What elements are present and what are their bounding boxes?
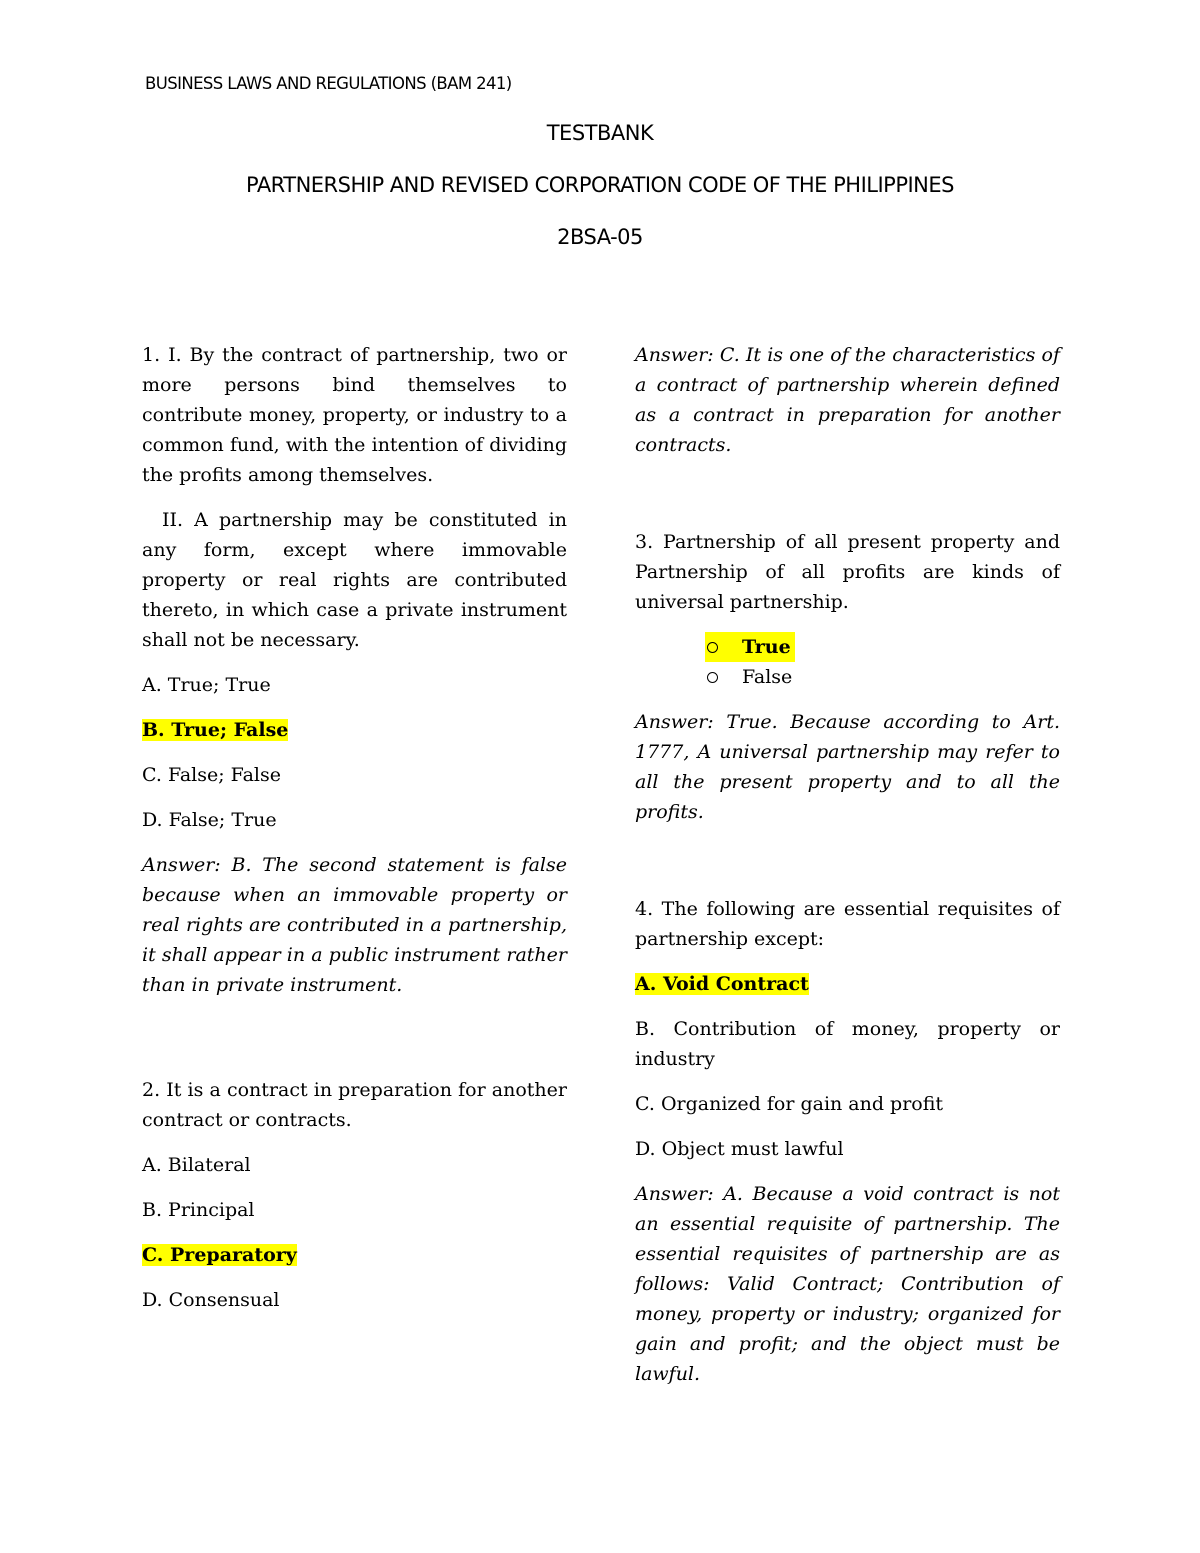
q3-choice-false-label: False	[742, 666, 793, 688]
q4-option-a-highlighted: A. Void Contract	[635, 973, 809, 995]
q4-question: 4. The following are essential requisites of partnership except:	[635, 898, 1060, 950]
q1-option-a: A. True; True	[142, 674, 271, 696]
q4-option-d: D. Object must lawful	[635, 1138, 844, 1160]
question-4	[635, 894, 1060, 1389]
q1-statement-2: II. A partnership may be constituted in any form, except where immovable property or real rights are contributed thereto, in which case a private instrument shall not be necessary.	[142, 509, 567, 651]
q3-choice-false	[705, 662, 1060, 692]
document-title: TESTBANK	[546, 121, 654, 145]
section-code: 2BSA-05	[557, 225, 643, 249]
question-3	[635, 527, 1060, 827]
q2-option-a: A. Bilateral	[142, 1154, 251, 1176]
q1-option-b-highlighted: B. True; False	[142, 719, 289, 741]
q3-question: 3. Partnership of all present property and Partnership of all profits are kinds of universal partnership.	[635, 531, 1060, 613]
question-2	[142, 1075, 567, 1315]
q3-answer: Answer: True. Because according to Art. 1777, A universal partnership may refer to all the present property and to all the profits.	[635, 711, 1060, 823]
q1-answer: Answer: B. The second statement is false because when an immovable property or real rights are contributed in a partnership, it shall appear in a public instrument rather than in private instrument.	[142, 854, 567, 996]
q3-choices	[635, 632, 1060, 692]
q4-answer: Answer: A. Because a void contract is not an essential requisite of partnership. The essential requisites of partnership are as follows: Valid Contract; Contribution of money, property or industry; organized for gain and profit; and the object must be lawful.	[635, 1183, 1060, 1385]
radio-circle-icon	[707, 672, 718, 683]
q1-option-d: D. False; True	[142, 809, 277, 831]
q2-answer: Answer: C. It is one of the characteristics of a contract of partnership wherein defined as a contract in preparation for another contracts.	[635, 344, 1060, 456]
q3-choice-true	[705, 632, 1060, 662]
radio-circle-icon	[707, 642, 718, 653]
q4-option-c: C. Organized for gain and profit	[635, 1093, 944, 1115]
q3-choice-true-label: True	[742, 636, 791, 658]
q1-statement-1: 1. I. By the contract of partnership, two or more persons bind themselves to contribute money, property, or industry to a common fund, with the intention of dividing the profits among themselves.	[142, 344, 567, 486]
q2-option-c-highlighted: C. Preparatory	[142, 1244, 297, 1266]
course-title: BUSINESS LAWS AND REGULATIONS (BAM 241)	[145, 74, 512, 93]
document-subtitle: PARTNERSHIP AND REVISED CORPORATION CODE OF THE PHILIPPINES	[246, 173, 954, 197]
q2-option-d: D. Consensual	[142, 1289, 280, 1311]
q2-option-b: B. Principal	[142, 1199, 255, 1221]
question-1	[142, 340, 567, 1000]
q4-option-b: B. Contribution of money, property or industry	[635, 1018, 1060, 1070]
right-column	[635, 340, 1060, 1404]
left-column	[142, 340, 567, 1330]
q1-option-c: C. False; False	[142, 764, 281, 786]
q2-question: 2. It is a contract in preparation for another contract or contracts.	[142, 1079, 567, 1131]
